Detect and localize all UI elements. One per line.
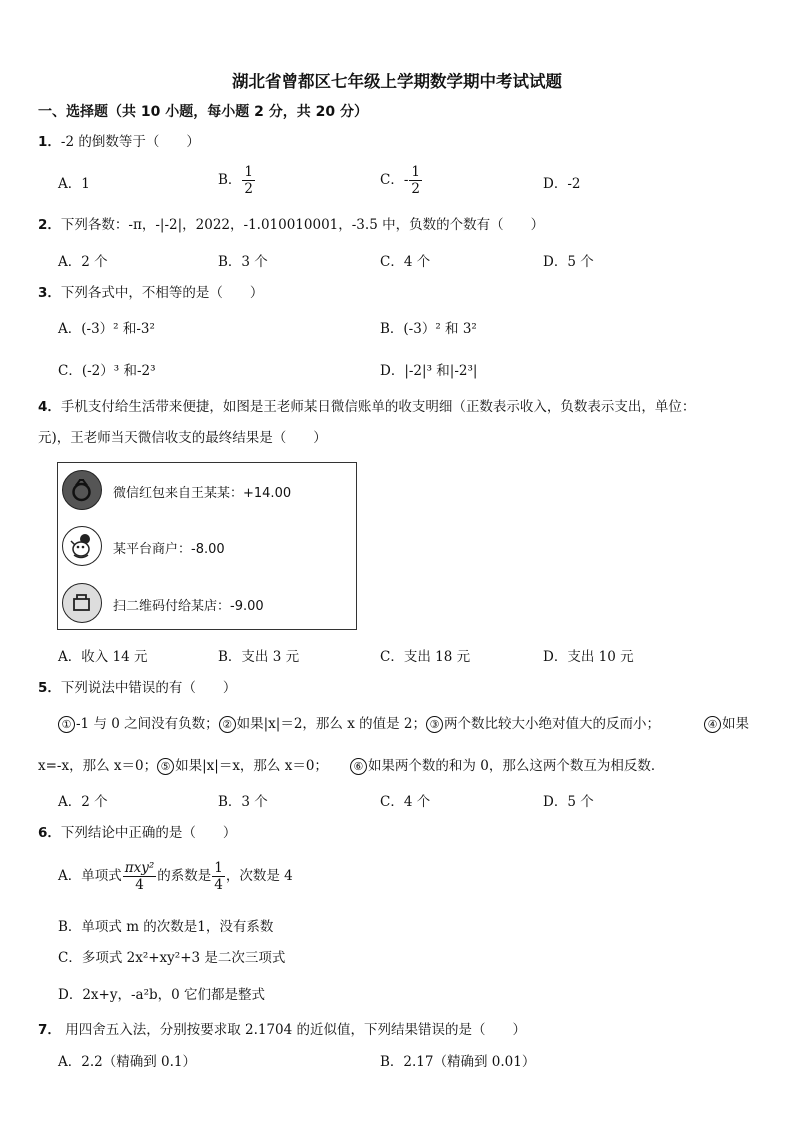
q1-option-b	[218, 164, 256, 197]
q5-option-d: D．5 个	[543, 794, 594, 810]
q3-option-d: D．|-2|³ 和|-2³|	[380, 363, 478, 379]
question-number: 3．	[38, 285, 61, 301]
question-text: 下列各式中，不相等的是（ ）	[60, 285, 264, 301]
denominator: 2	[244, 181, 254, 197]
money-bag-icon	[62, 470, 102, 510]
question-1	[38, 132, 200, 152]
money-bag-icon-graphic	[63, 471, 100, 508]
q3-option-b: B．(-3）² 和 3²	[380, 321, 477, 337]
q6-option-b: B．单项式 m 的次数是1，没有系数	[58, 919, 274, 935]
statement-marker: ①	[58, 716, 75, 733]
q6-option-d: D．2x+y，-a²b，0 它们都是整式	[58, 987, 266, 1003]
option-text: 的系数是	[157, 868, 212, 884]
statement-text: 如果	[722, 716, 749, 732]
q6-option-a	[58, 860, 293, 893]
fraction	[212, 860, 225, 893]
statement-marker: ⑤	[157, 758, 174, 775]
q5-statements-line-1	[58, 714, 660, 734]
q2-option-d: D．5 个	[543, 254, 594, 270]
bill-row-text: 某平台商户：-8.00	[113, 542, 225, 557]
question-number: 5．	[38, 680, 61, 696]
bill-row-red-packet	[58, 467, 356, 517]
page-title: 湖北省曾都区七年级上学期数学期中考试试题	[232, 72, 562, 91]
statement-marker: ②	[219, 716, 236, 733]
numerator: 1	[244, 164, 254, 180]
mascot-icon	[62, 526, 102, 566]
question-6	[38, 823, 236, 843]
denominator: 4	[135, 877, 144, 893]
option-text: ，次数是 4	[225, 868, 293, 884]
option-label: B．	[218, 172, 242, 188]
q5-option-a: A．2 个	[58, 794, 108, 810]
shop-icon-graphic	[63, 584, 100, 621]
q5-statements-line-2	[38, 756, 664, 776]
denominator: 2	[411, 181, 420, 197]
fraction	[242, 164, 255, 197]
q5-option-b: B．3 个	[218, 794, 268, 810]
question-number: 2．	[38, 217, 61, 233]
statement-text: 如果|x|＝2，那么 x 的值是 2；	[236, 716, 427, 732]
statement-text: 如果|x|＝x，那么 x＝0；	[175, 758, 328, 774]
q4-option-b: B．支出 3 元	[218, 649, 300, 665]
numerator: 1	[411, 164, 420, 180]
question-4-continued: 元)，王老师当天微信收支的最终结果是（ ）	[38, 430, 327, 446]
section-heading: 一、选择题（共 10 小题，每小题 2 分，共 20 分）	[38, 104, 368, 120]
denominator: 4	[214, 877, 223, 893]
question-number: 1．	[38, 134, 61, 150]
q1-option-d: D．-2	[543, 176, 581, 192]
question-text: -2 的倒数等于（ ）	[60, 134, 200, 150]
q2-option-b: B．3 个	[218, 254, 268, 270]
q1-option-c	[380, 164, 423, 197]
q4-option-d: D．支出 10 元	[543, 649, 634, 665]
question-number: 7．	[38, 1022, 61, 1038]
question-7	[38, 1020, 526, 1040]
question-text: 下列各数：-π，-|-2|，2022，-1.010010001，-3.5 中，负数的个数有（ ）	[60, 217, 545, 233]
q2-option-c: C．4 个	[380, 254, 431, 270]
question-number: 4．	[38, 399, 61, 415]
shop-icon	[62, 583, 102, 623]
option-label: A．单项式	[58, 868, 122, 884]
statement-marker: ④	[704, 716, 721, 733]
fraction	[409, 164, 422, 197]
mascot-icon-graphic	[63, 527, 100, 564]
bill-row-merchant	[58, 523, 356, 573]
question-3	[38, 283, 263, 303]
bill-row-text: 微信红包来自王某某：+14.00	[113, 486, 292, 501]
statement-text: x=-x，那么 x＝0；	[38, 758, 158, 774]
q1-option-a: A．1	[58, 176, 90, 192]
question-5	[38, 678, 236, 698]
q3-option-a: A．(-3）² 和-3²	[58, 321, 155, 337]
question-text: 手机支付给生活带来便捷，如图是王老师某日微信账单的收支明细（正数表示收入，负数表示支出，单位：	[60, 399, 696, 415]
statement-marker: ⑥	[350, 758, 367, 775]
statement-text: 如果两个数的和为 0，那么这两个数互为相反数．	[367, 758, 665, 774]
numerator: πxy²	[124, 860, 155, 876]
question-text: 下列说法中错误的有（ ）	[60, 680, 237, 696]
q5-statement-4-start	[704, 714, 749, 734]
bill-row-qr-payment	[58, 580, 356, 630]
q5-option-c: C．4 个	[380, 794, 431, 810]
statement-marker: ③	[426, 716, 443, 733]
statement-text: 两个数比较大小绝对值大的反而小；	[444, 716, 661, 732]
q7-option-b: B．2.17（精确到 0.01）	[380, 1054, 536, 1070]
question-2	[38, 215, 544, 235]
numerator: 1	[214, 860, 223, 876]
q4-option-c: C．支出 18 元	[380, 649, 471, 665]
q7-option-a: A．2.2（精确到 0.1）	[58, 1054, 196, 1070]
bill-row-text: 扫二维码付给某店：-9.00	[113, 599, 264, 614]
fraction	[123, 860, 157, 893]
question-text: 用四舍五入法，分别按要求取 2.1704 的近似值，下列结果错误的是（ ）	[60, 1022, 527, 1038]
q3-option-c: C．(-2）³ 和-2³	[58, 363, 156, 379]
question-4	[38, 397, 695, 417]
wechat-bill-panel	[57, 462, 357, 630]
question-text: 下列结论中正确的是（ ）	[60, 825, 237, 841]
option-label: C．-	[380, 172, 409, 188]
statement-text: -1 与 0 之间没有负数；	[76, 716, 219, 732]
question-number: 6．	[38, 825, 61, 841]
q6-option-c: C．多项式 2x²+xy²+3 是二次三项式	[58, 950, 286, 966]
q2-option-a: A．2 个	[58, 254, 108, 270]
q4-option-a: A．收入 14 元	[58, 649, 148, 665]
